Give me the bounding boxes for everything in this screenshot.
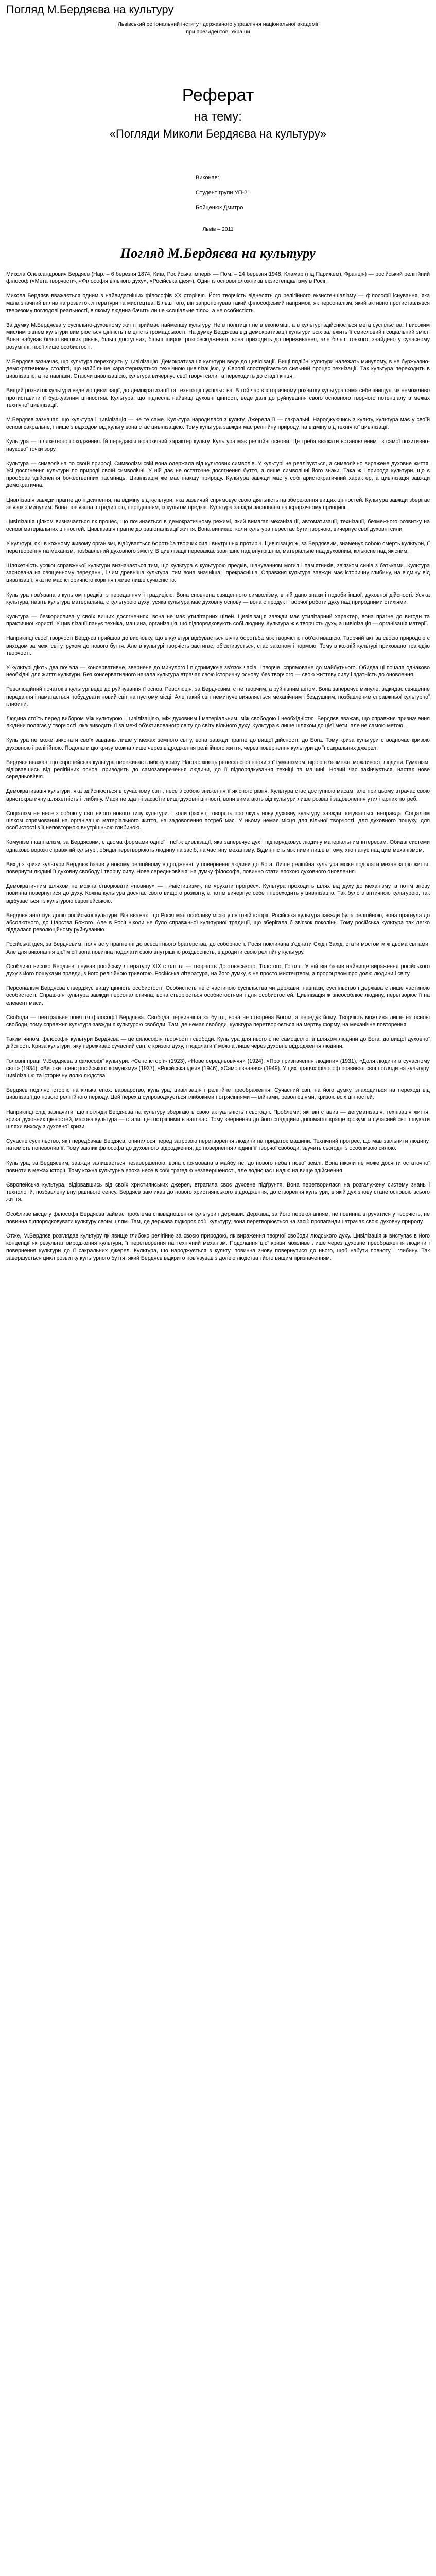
body-paragraph: Демократичним шляхом не можна створювати «новину» — і «містицизм», не «рухати прогрес». Культура проходить шлях від духу до механізму, а потім знову повинна повернутися до духу. Кожна культура досягає свого вищого розквіту, а потім вичерпує себе і переходить у цивілізацію. Так було з античною культурою, так відбувається і з культурою європейською. [6, 883, 430, 904]
body-paragraph: Культура не може виконати своїх завдань лише у межах земного світу, вона завжди прагне до вищої дійсності, до Бога. Тому криза культури є водночас кризою духовною і релігійною. Подолати цю кризу можна лише через відродження релігійного життя, через повернення культури до її сакральних джерел. [6, 737, 430, 751]
body-paragraph: У культурі діють два почала — консервативне, звернене до минулого і підтримуюче зв'язок часів, і творче, спрямоване до майбутнього. Обидва ці почала однаково необхідні для життя культури. Без консервативного начала культура втрачає свою історичну основу, без творчого — свою життєву силу і здатність до оновлення. [6, 664, 430, 679]
body-paragraph: Європейська культура, відірвавшись від своїх християнських джерел, втратила своє духовне підґрунтя. Вона перетворилася на розгалужену систему знань і технологій, позбавлену внутрішнього сенсу. Бердяєв закликав до нового християнського відродження, до створення культури, в якій дух знову стане основою всього життя. [6, 1182, 430, 1203]
author-group: Студент групи УП-21 [196, 190, 251, 196]
body-paragraph: Наприкінці своєї творчості Бердяєв прийшов до висновку, що в культурі відбувається вічна боротьба між творчістю і об'єктивацією. Творчий акт за своєю природою є виходом за межі світу, рухом до нового буття. Але в культурі творчість застигає, об'єктивується, стає законом і нормою. Тому в кожній культурі приховано трагедію творчості. [6, 635, 430, 656]
body-paragraph: Сучасне суспільство, як і передбачав Бердяєв, опинилося перед загрозою перетворення людини на придаток машини. Технічний прогрес, що мав звільнити людину, натомість поневолив її. Тому заклик філософа до духовного відродження, до повернення людині її творчої свободи, звучить сьогодні з особливою силою. [6, 1138, 430, 1152]
body-paragraph: За думку М.Бердяєва у суспільно-духовному житті приймає найменшу культуру. Не в політиці і не в економіці, а в культурі здійснюється мета суспільства. І високим мислим рівнем культури вимірюється цінність і міцність громадськості. На думку Бердяєва від демократизації культури всіх залежить її смисловий і соціальний зміст. Вона набуває більш високих рівнів, більш доступних, більш широкі розповсюдження, вона приходить до переживання, але більш тонкого, знайдено у сучасному розумінні, носії лише особистості. [6, 322, 430, 350]
author-info [196, 174, 430, 212]
body-paragraph: Свобода — центральне поняття філософії Бердяєва. Свобода первинніша за буття, вона не створена Богом, а передує йому. Творчість можлива лише на основі свободи, тому справжня культура завжди є культурою свободи. Там, де немає свободи, культура перетворюється на мертву форму, на механічне повторення. [6, 1014, 430, 1028]
document-body [6, 270, 430, 1262]
author-role: Виконав: [196, 175, 219, 181]
page-title: Погляд М.Бердяєва на культуру [6, 3, 174, 16]
body-paragraph: Особливе місце у філософії Бердяєва займає проблема співвідношення культури і держави. Держава, за його переконанням, не повинна втручатися у творчість, не повинна підпорядковувати культуру своїм цілям. Там, де держава підкоряє собі культуру, вона перетворюється на засіб пропаганди і втрачає свою духовну природу. [6, 1211, 430, 1225]
report-subtitle: на тему: [194, 110, 242, 124]
body-paragraph: Демократизація культури, яка здійснюється в сучасному світі, несе з собою зниження її якісного рівня. Культура стає доступною масам, але при цьому втрачає свою аристократичну шляхетність і глибину. Маси не здатні засвоїти вищі духовні цінності, вони вимагають від культури лише розваг і задоволення утилітарних потреб. [6, 788, 430, 802]
body-paragraph: Шляхетність усякої справжньої культури визначається тим, що культура є культурою предків, шануванням могил і пам'ятників, зв'язком синів з батьками. Культура заснована на священному переданні, і чим древніша культура, тим вона значніша і прекрасніша. Справжня культура завжди має історичну глибину, на відміну від цивілізації, яка не має історичного коріння і живе лише сучасністю. [6, 562, 430, 584]
body-paragraph: М.Бердяєв зазначає, що культура і цивілізація — не те саме. Культура народилася з культу. Джерела її — сакральні. Народжуючись з культу, культура має у своїй основі сакральне, і лише з відходом від культу вона стає цивілізацією. Тому культура завжди має релігійну природу, на відміну від технічної цивілізації. [6, 417, 430, 431]
body-paragraph: Культура — шляхетного походження. Їй передався ієрархічний характер культу. Культура має релігійні основи. Це треба вважати встановленим і з самої позитивно-наукової точки зору. [6, 438, 430, 452]
body-paragraph: Таким чином, філософія культури Бердяєва — це філософія творчості і свободи. Культура для нього є не самоціллю, а шляхом людини до Бога, до вищої духовної дійсності. Криза культури, яку переживає сучасний світ, є кризою духу, і подолати її можна лише через духовне відродження людини. [6, 1036, 430, 1050]
body-paragraph: Культура — безкорислива у своїх вищих досягненнях, вона не має утилітарних цілей. Цивілізація завжди має утилітарний характер, вона прагне до вигоди та практичної користі. У цивілізації панує техніка, машина, організація, що підпорядковують собі людину. Культура ж є творчість духу, а цивілізація — організація матерії. [6, 613, 430, 628]
body-paragraph: Персоналізм Бердяєва стверджує вищу цінність особистості. Особистість не є частиною суспільства чи держави, навпаки, суспільство і держава є лише частиною особистості. Справжня культура завжди персоналістична, вона створюється особистостями і для особистостей. Цивілізація ж знеособлює людину, перетворює її на елемент маси. [6, 985, 430, 1006]
body-paragraph: Цивілізація цілком визначається як процес, що починається в демократичному режимі, який вимагає механізації, автоматизації, технізації, безмежного розвитку на основі матеріальних цінностей. Цивілізація прагне до раціоналізації життя. Вона виникає, коли культура перестає бути творчою, вичерпує свої духовні сили. [6, 519, 430, 533]
institute-line: при президентові України [186, 29, 250, 35]
body-paragraph: Бердяєв поділяє історію на кілька епох: варварство, культура, цивілізація і релігійне преображення. Сучасний світ, на його думку, знаходиться на переході від цивілізації до нового релігійного періоду. Цей перехід супроводжується глибокими потрясіннями — війнами, революціями, кризою всіх цінностей. [6, 1087, 430, 1101]
institute-line: Львівський регіональний інститут державного управління національної академії [117, 21, 319, 27]
body-paragraph: Особливо високо Бердяєв цінував російську літературу XIX століття — творчість Достоєвського, Толстого, Гоголя. У ній він бачив найвище вираження російського духу з його пошуками правди, з його релігійною тривогою. Російська література, на його думку, є не просто мистецтвом, а пророцтвом про долю людини і світу. [6, 963, 430, 977]
author-name: Бойценюк Дмитро [196, 205, 243, 211]
body-paragraph: Бердяєв вважав, що європейська культура переживає глибоку кризу. Настає кінець ренесансної епохи з її гуманізмом, вірою в безмежні можливості людини. Гуманізм, відірвавшись від релігійних основ, приводить до самозаперечення людини, до її підпорядкування техніці та машині. Новий час закінчується, настає нове середньовіччя. [6, 759, 430, 781]
report-title: Реферат [182, 86, 254, 105]
body-paragraph: Микола Олександрович Бердяєв (Нар. – 6 березня 1874, Київ, Російська імперія — Пом. – 24 березня 1948, Кламар (під Парижем), Франція) — російський релігійний філософ («Мета творчості», «Філософія вільного духу», «Російська ідея»). Один із основоположників екзистенціалізму в Росії. [6, 271, 430, 285]
body-paragraph: Бердяєв аналізує долю російської культури. Він вважає, що Росія має особливу місію у світовій історії. Російська культура завжди була релігійною, вона прагнула до абсолютного, до Царства Божого. Але в Росії ніколи не було справжньої культурної традиції, що зберігала б зв'язок поколінь. Тому російська культура так легко піддалася революційному руйнуванню. [6, 912, 430, 934]
body-paragraph: Микола Бердяєв вважається одним з найвидатніших філософів XX сторіччя. Його творчість віднесять до релігійного екзистенціалізму — філософії існування, яка мала значний вплив на розвиток літератури та мистецтва. Більш того, він запропонував такий філософський напрямок, як персоналізм, який активно протиставлявся тверезому поглядові реальності, в якому людина бачить лише «соціальне тіло», а не особистість. [6, 293, 430, 314]
body-paragraph: Вищий розвиток культури веде до цивілізації, до демократизації та технізації суспільства. В той час в історичному розвитку культура сама себе знищує, як неможливо протиставити її буржуазним цінностям. Культура, що піднесла найвищі духовні цінності, веде далі до руйнування свого основного творчого потенціалу в межах технічної цивілізації. [6, 387, 430, 409]
body-paragraph: У культурі, як і в кожному живому організмі, відбувається боротьба творчих сил і внутрішніх протиріч. Цивілізація ж, за Бердяєвим, знаменує собою смерть культури, її перетворення на механізм, позбавлений духовного змісту. В цивілізації переважає зовнішнє над внутрішнім, матеріальне над духовним, кількісне над якісним. [6, 540, 430, 554]
report-topic: «Погляди Миколи Бердяєва на культуру» [109, 127, 327, 140]
body-paragraph: М.Бердяєв зазначає, що культура переходить у цивілізацію. Демократизація культури веде до цивілізації. Вищі подібні культури належать минулому, в не буржуазно-демократичному столітті, що найбільше характеризується технічною цивілізацією, у Європі спостерігається сильний процес технізації. Так культура переходить в цивілізацію, а не навпаки. Стаючи цивілізацією, культура вичерпує свої творчі сили та переходить до стадії кінця. [6, 358, 430, 380]
body-paragraph: Людина стоїть перед вибором між культурою і цивілізацією, між духовним і матеріальним, між свободою і необхідністю. Бердяєв вважав, що справжнє призначення людини полягає у творчості, яка виводить її за межі об'єктивованого світу до світу вільного духу. Культура є лише шляхом до цієї мети, але не самою метою. [6, 715, 430, 730]
body-paragraph: Російська ідея, за Бердяєвим, полягає у прагненні до всесвітнього братерства, до соборності. Росія покликана з'єднати Схід і Захід, стати мостом між двома світами. Але для виконання цієї місії вона повинна подолати свою внутрішню роздвоєність, відродити свою релігійну культуру. [6, 941, 430, 955]
main-heading: Погляд М.Бердяєва на культуру [120, 246, 316, 261]
body-paragraph: Соціалізм не несе з собою у світ нічого нового типу культури. І коли фахівці говорять про якусь нову духовну культуру, завжди почувається неправда. Соціалізм цілком спрямований на організацію матеріального життя, на задоволення потреб мас. У ньому немає місця для вільної творчості, для духовного пошуку, для особистості з її неповторною внутрішньою глибиною. [6, 810, 430, 832]
body-paragraph: Культура пов'язана з культом предків, з переданням і традицією. Вона сповнена священного символізму, в ній дано знаки і подоби іншої, духовної дійсності. Усяка культура, навіть культура матеріальна, є культурою духу; усяка культура має духовну основу — вона є продукт творчої роботи духу над природними стихіями. [6, 591, 430, 605]
body-paragraph: Вихід з кризи культури Бердяєв бачив у новому релігійному відродженні, у поверненні людини до Бога. Лише релігійна культура може подолати механізацію життя, повернути людині її духовну свободу і творчу силу. Нове середньовіччя, на думку філософа, повинно стати епохою духовного оновлення. [6, 861, 430, 875]
body-paragraph: Отже, М.Бердяєв розглядав культуру як явище глибоко релігійне за своєю природою, як вираження творчої свободи людського духу. Цивілізація ж виступає в його концепції як результат вироджения культури, її перетворення на технічний механізм. Подолання цієї кризи можливе лише через духовне преображення людини і повернення культури до її сакральних джерел. Культура, що народжується з культу, повинна знову повернутися до нього, щоб набути повноту і глибину. Так завершується цикл розвитку культурного буття, який Бердяєв відкрито пов'язував з долею людства і його вищим призначенням. [6, 1233, 430, 1261]
body-paragraph: Комунізм і капіталізм, за Бердяєвим, є двома формами однієї і тієї ж цивілізації, яка заперечує дух і підпорядковує людину матеріальним інтересам. Обидві системи однаково ворожі справжній культурі, обидві перетворюють людину на засіб, на частину механізму. Відмінність між ними лише в тому, хто панує над цим механізмом. [6, 839, 430, 853]
body-paragraph: Цивілізація завжди прагне до підсилення, на відміну від культури, яка зазвичай спрямовує свою діяльність на збереження вищих цінностей. Культура завжди зберігає зв'язок з минулим. Вона пов'язана з традицією, переданням, із культом предків. Культура завжди заснована на ієрархічному принципі. [6, 497, 430, 511]
city-year: Львів – 2011 [202, 226, 234, 232]
body-paragraph: Головні праці М.Бердяєва з філософії культури: «Сенс історії» (1923), «Нове середньовіччя» (1924), «Про призначення людини» (1931), «Доля людини в сучасному світі» (1934), «Витоки і сенс російського комунізму» (1937), «Російська ідея» (1946), «Самопізнання» (1949). У цих працях філософ розвиває свої погляди на культуру, цивілізацію та історичну долю людства. [6, 1058, 430, 1079]
body-paragraph: Наприкінці слід зазначити, що погляди Бердяєва на культуру зберігають свою актуальність і сьогодні. Проблеми, які він ставив — дегуманізація, технізація життя, криза духовних цінностей, масова культура — стали ще гострішими в наш час. Тому звернення до його спадщини допомагає краще зрозуміти сучасний світ і шукати шляхи виходу з духовної кризи. [6, 1109, 430, 1130]
institute-name [6, 21, 430, 36]
body-paragraph: Революційний початок в культурі веде до руйнування її основ. Революція, за Бердяєвим, є не творчим, а руйнівним актом. Вона заперечує минуле, відкидає священне передання і намагається побудувати новий світ на пустому місці. Але такий світ неминуче виявляється механічним і бездушним, позбавленим справжньої культурної глибини. [6, 686, 430, 707]
body-paragraph: Культура — символічна по своїй природі. Символізм свій вона одержала від культових символів. У культурі не реалізується, а символічно виражене духовне життя. Усі досягнення культури по природі своїй символічні. У ній дає не остаточне досягнення буття, а лише символічні його знаки. Така ж і природа культури, що є прообраз здійснення божественних таємниць. Цивілізація же має інакшу природу. Культура завжди має у собі аристократичний характер, а цивілізація завжди демократична. [6, 460, 430, 489]
body-paragraph: Культура, за Бердяєвим, завжди залишається незавершеною, вона спрямована в майбутнє, до нового неба і нової землі. Вона ніколи не може досягти остаточної повноти в межах історії. Тому кожна культурна епоха несе в собі трагедію незавершеності, але водночас і надію на вище здійснення. [6, 1160, 430, 1174]
